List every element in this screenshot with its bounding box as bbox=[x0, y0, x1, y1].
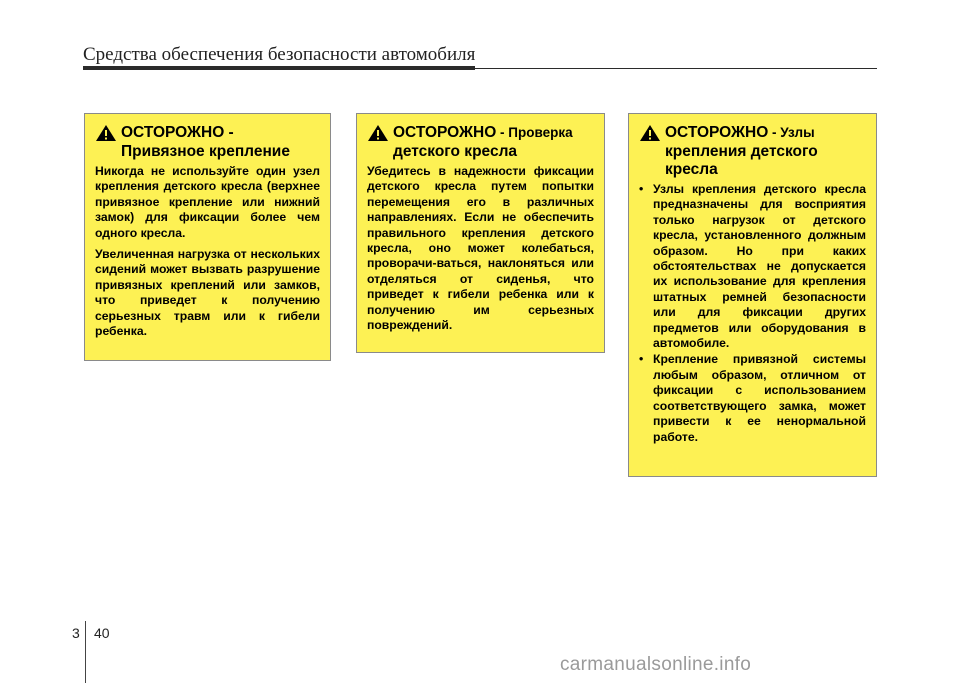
footer-divider bbox=[85, 621, 86, 683]
footer-chapter-number: 3 bbox=[72, 625, 80, 641]
warning-box-seat-check bbox=[356, 113, 605, 353]
warning-paragraph: Никогда не используйте один узел крепления детского кресла (верхнее привязное крепление или нижний замок) для фиксации более чем одного кресла. bbox=[95, 164, 320, 240]
warning-box-tether-anchor bbox=[84, 113, 331, 361]
warning-title-line bbox=[95, 124, 320, 142]
warning-title-line bbox=[639, 124, 866, 142]
warning-subtitle: Привязное крепление bbox=[121, 143, 290, 160]
warning-title: ОСТОРОЖНО bbox=[665, 124, 769, 141]
warning-subtitle: крепления детского bbox=[665, 143, 818, 160]
warning-subtitle: детского кресла bbox=[393, 143, 518, 160]
warning-bullet-item: • Крепление привязной системы любым образом, отличном от фиксации с использованием соответствующего замка, может привести к ее ненормальной работе. bbox=[639, 352, 866, 444]
warning-triangle-icon bbox=[639, 124, 661, 142]
warning-title: ОСТОРОЖНО - bbox=[121, 124, 234, 141]
warning-box-anchorages bbox=[628, 113, 877, 477]
warning-title-rest: - Узлы bbox=[768, 125, 815, 140]
watermark-text: carmanualsonline.info bbox=[560, 654, 752, 675]
warning-bullet-item: • Узлы крепления детского кресла предназначены для восприятия только нагрузок от детского кресла, установленного должным образом. Но при каких обстоятельствах не допускается их использование для крепления штатных ремней безопасности или для фиксации других предметов или оборудования в автомобиле. bbox=[639, 182, 866, 351]
warning-title-wrap bbox=[393, 124, 573, 141]
page-header-title: Средства обеспечения безопасности автомобиля bbox=[83, 44, 476, 65]
header-rule-thin bbox=[475, 68, 877, 69]
header-rule-thick bbox=[83, 66, 475, 70]
warning-paragraph: Убедитесь в надежности фиксации детского кресла путем попытки перемещения его в различных направлениях. Если не обеспечить правильного крепления детского кресла, оно может колебаться, проворачи-ваться, наклоняться или отделяться от сиденья, что приведет к гибели ребенка или к получению им серьезных повреждений. bbox=[367, 164, 594, 333]
warning-paragraph: Увеличенная нагрузка от нескольких сидений может вызвать разрушение привязных креплений или замков, что приведет к получению серьезных травм или к гибели ребенка. bbox=[95, 247, 320, 339]
footer-page-number: 40 bbox=[94, 625, 110, 641]
warning-title-wrap bbox=[665, 124, 815, 141]
warning-bullet-list bbox=[639, 182, 866, 445]
warning-title-rest: - Проверка bbox=[496, 125, 573, 140]
warning-subtitle: кресла bbox=[665, 161, 718, 178]
warning-title: ОСТОРОЖНО bbox=[393, 124, 497, 141]
warning-triangle-icon bbox=[95, 124, 117, 142]
warning-title-line bbox=[367, 124, 594, 142]
warning-triangle-icon bbox=[367, 124, 389, 142]
